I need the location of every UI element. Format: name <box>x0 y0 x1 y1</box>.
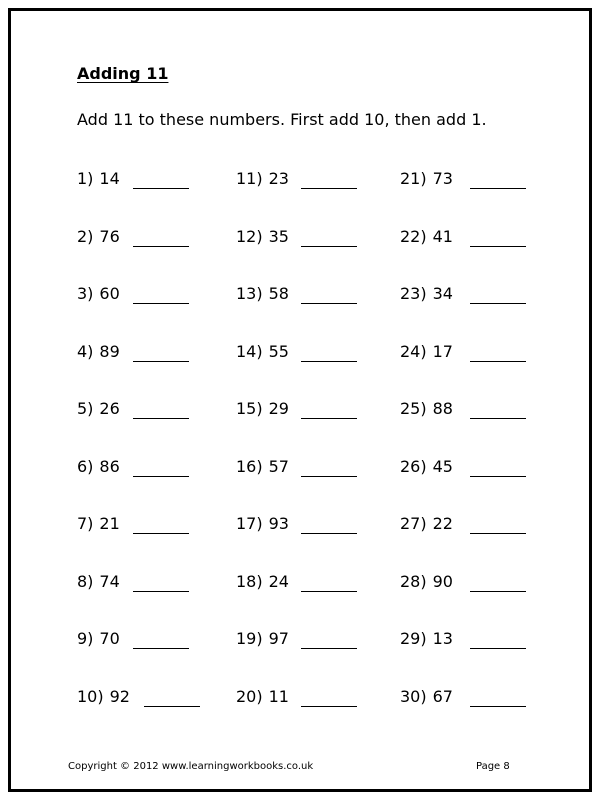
problem-value: 58 <box>268 284 289 303</box>
problem-value: 11 <box>268 686 289 706</box>
answer-blank[interactable] <box>470 398 526 419</box>
problem-number: 19) <box>236 629 263 648</box>
problem-value: 74 <box>99 571 120 591</box>
problem-value: 22 <box>432 514 453 533</box>
answer-blank[interactable] <box>301 226 357 247</box>
problem-value: 13 <box>432 629 453 648</box>
problem-item <box>77 513 120 535</box>
problem-number: 5) <box>77 399 94 418</box>
answer-blank[interactable] <box>133 283 189 304</box>
problem-item <box>236 341 289 363</box>
problem-value: 55 <box>268 341 289 361</box>
problem-number: 8) <box>77 571 94 591</box>
problem-value: 97 <box>268 629 289 648</box>
problem-number: 20) <box>236 686 263 706</box>
answer-blank[interactable] <box>470 571 526 592</box>
problem-value: 21 <box>99 514 120 533</box>
problem-value: 34 <box>432 284 453 303</box>
problem-number: 15) <box>236 399 263 418</box>
answer-blank[interactable] <box>133 341 189 362</box>
problem-value: 73 <box>432 169 453 188</box>
problem-value: 86 <box>99 456 120 476</box>
problem-item <box>236 628 289 650</box>
answer-blank[interactable] <box>301 571 357 592</box>
problem-number: 9) <box>77 629 94 648</box>
problem-number: 23) <box>400 284 427 303</box>
problem-value: 89 <box>99 341 120 361</box>
problem-value: 23 <box>268 169 289 188</box>
problem-number: 22) <box>400 226 427 246</box>
problem-item <box>236 283 289 305</box>
worksheet-instructions: Add 11 to these numbers. First add 10, then add 1. <box>77 110 487 129</box>
problem-number: 3) <box>77 284 94 303</box>
problem-number: 24) <box>400 341 427 361</box>
problem-item <box>236 456 289 478</box>
problem-number: 18) <box>236 571 263 591</box>
worksheet-title: Adding 11 <box>77 64 169 83</box>
problem-value: 29 <box>268 399 289 418</box>
problem-item <box>77 341 120 363</box>
problem-item <box>77 226 120 248</box>
problem-number: 7) <box>77 514 94 533</box>
problem-item <box>400 456 453 478</box>
answer-blank[interactable] <box>470 686 526 707</box>
answer-blank[interactable] <box>133 398 189 419</box>
problem-value: 45 <box>432 456 453 476</box>
page-number: Page 8 <box>476 761 510 772</box>
problem-number: 21) <box>400 169 427 188</box>
problem-item <box>236 571 289 593</box>
problem-item <box>77 456 120 478</box>
answer-blank[interactable] <box>301 628 357 649</box>
answer-blank[interactable] <box>470 628 526 649</box>
answer-blank[interactable] <box>470 168 526 189</box>
problem-item <box>77 571 120 593</box>
problem-value: 76 <box>99 226 120 246</box>
problem-item <box>400 571 453 593</box>
answer-blank[interactable] <box>301 283 357 304</box>
problem-number: 16) <box>236 456 263 476</box>
problem-value: 88 <box>432 399 453 418</box>
answer-blank[interactable] <box>301 341 357 362</box>
answer-blank[interactable] <box>301 513 357 534</box>
problem-number: 28) <box>400 571 427 591</box>
problem-value: 24 <box>268 571 289 591</box>
problem-number: 12) <box>236 226 263 246</box>
problem-number: 29) <box>400 629 427 648</box>
problem-value: 41 <box>432 226 453 246</box>
problem-item <box>236 513 289 535</box>
problem-number: 25) <box>400 399 427 418</box>
problem-value: 35 <box>268 226 289 246</box>
answer-blank[interactable] <box>133 226 189 247</box>
answer-blank[interactable] <box>133 571 189 592</box>
answer-blank[interactable] <box>470 226 526 247</box>
answer-blank[interactable] <box>144 686 200 707</box>
answer-blank[interactable] <box>133 628 189 649</box>
problem-value: 60 <box>99 284 120 303</box>
answer-blank[interactable] <box>470 341 526 362</box>
problem-number: 14) <box>236 341 263 361</box>
problem-item <box>400 628 453 650</box>
problem-item <box>236 226 289 248</box>
problem-number: 17) <box>236 514 263 533</box>
answer-blank[interactable] <box>470 513 526 534</box>
copyright-notice: Copyright © 2012 www.learningworkbooks.co.uk <box>68 761 314 772</box>
problem-value: 17 <box>432 341 453 361</box>
problem-item <box>400 226 453 248</box>
answer-blank[interactable] <box>301 686 357 707</box>
answer-blank[interactable] <box>133 513 189 534</box>
problem-value: 67 <box>432 686 453 706</box>
answer-blank[interactable] <box>470 456 526 477</box>
answer-blank[interactable] <box>301 398 357 419</box>
problem-item <box>77 283 120 305</box>
problem-item <box>236 686 289 708</box>
problem-item <box>400 168 453 190</box>
problem-item <box>77 398 120 420</box>
problem-number: 10) <box>77 686 104 706</box>
problem-number: 27) <box>400 514 427 533</box>
problem-item <box>400 686 453 708</box>
answer-blank[interactable] <box>133 456 189 477</box>
problem-number: 13) <box>236 284 263 303</box>
problem-value: 57 <box>268 456 289 476</box>
problem-value: 93 <box>268 514 289 533</box>
problem-value: 14 <box>99 169 120 188</box>
problem-number: 2) <box>77 226 94 246</box>
problem-item <box>77 628 120 650</box>
problem-number: 4) <box>77 341 94 361</box>
problem-number: 6) <box>77 456 94 476</box>
problem-number: 1) <box>77 169 94 188</box>
problem-value: 26 <box>99 399 120 418</box>
problem-item <box>400 398 453 420</box>
answer-blank[interactable] <box>301 168 357 189</box>
problem-item <box>400 283 453 305</box>
problem-number: 11) <box>236 169 263 188</box>
problem-item <box>77 168 120 190</box>
problem-item <box>236 398 289 420</box>
problem-item <box>236 168 289 190</box>
problem-item <box>400 513 453 535</box>
problem-item <box>77 686 130 708</box>
problem-value: 90 <box>432 571 453 591</box>
problem-item <box>400 341 453 363</box>
problem-value: 70 <box>99 629 120 648</box>
answer-blank[interactable] <box>470 283 526 304</box>
problem-value: 92 <box>109 686 130 706</box>
problem-number: 30) <box>400 686 427 706</box>
problem-number: 26) <box>400 456 427 476</box>
answer-blank[interactable] <box>133 168 189 189</box>
answer-blank[interactable] <box>301 456 357 477</box>
